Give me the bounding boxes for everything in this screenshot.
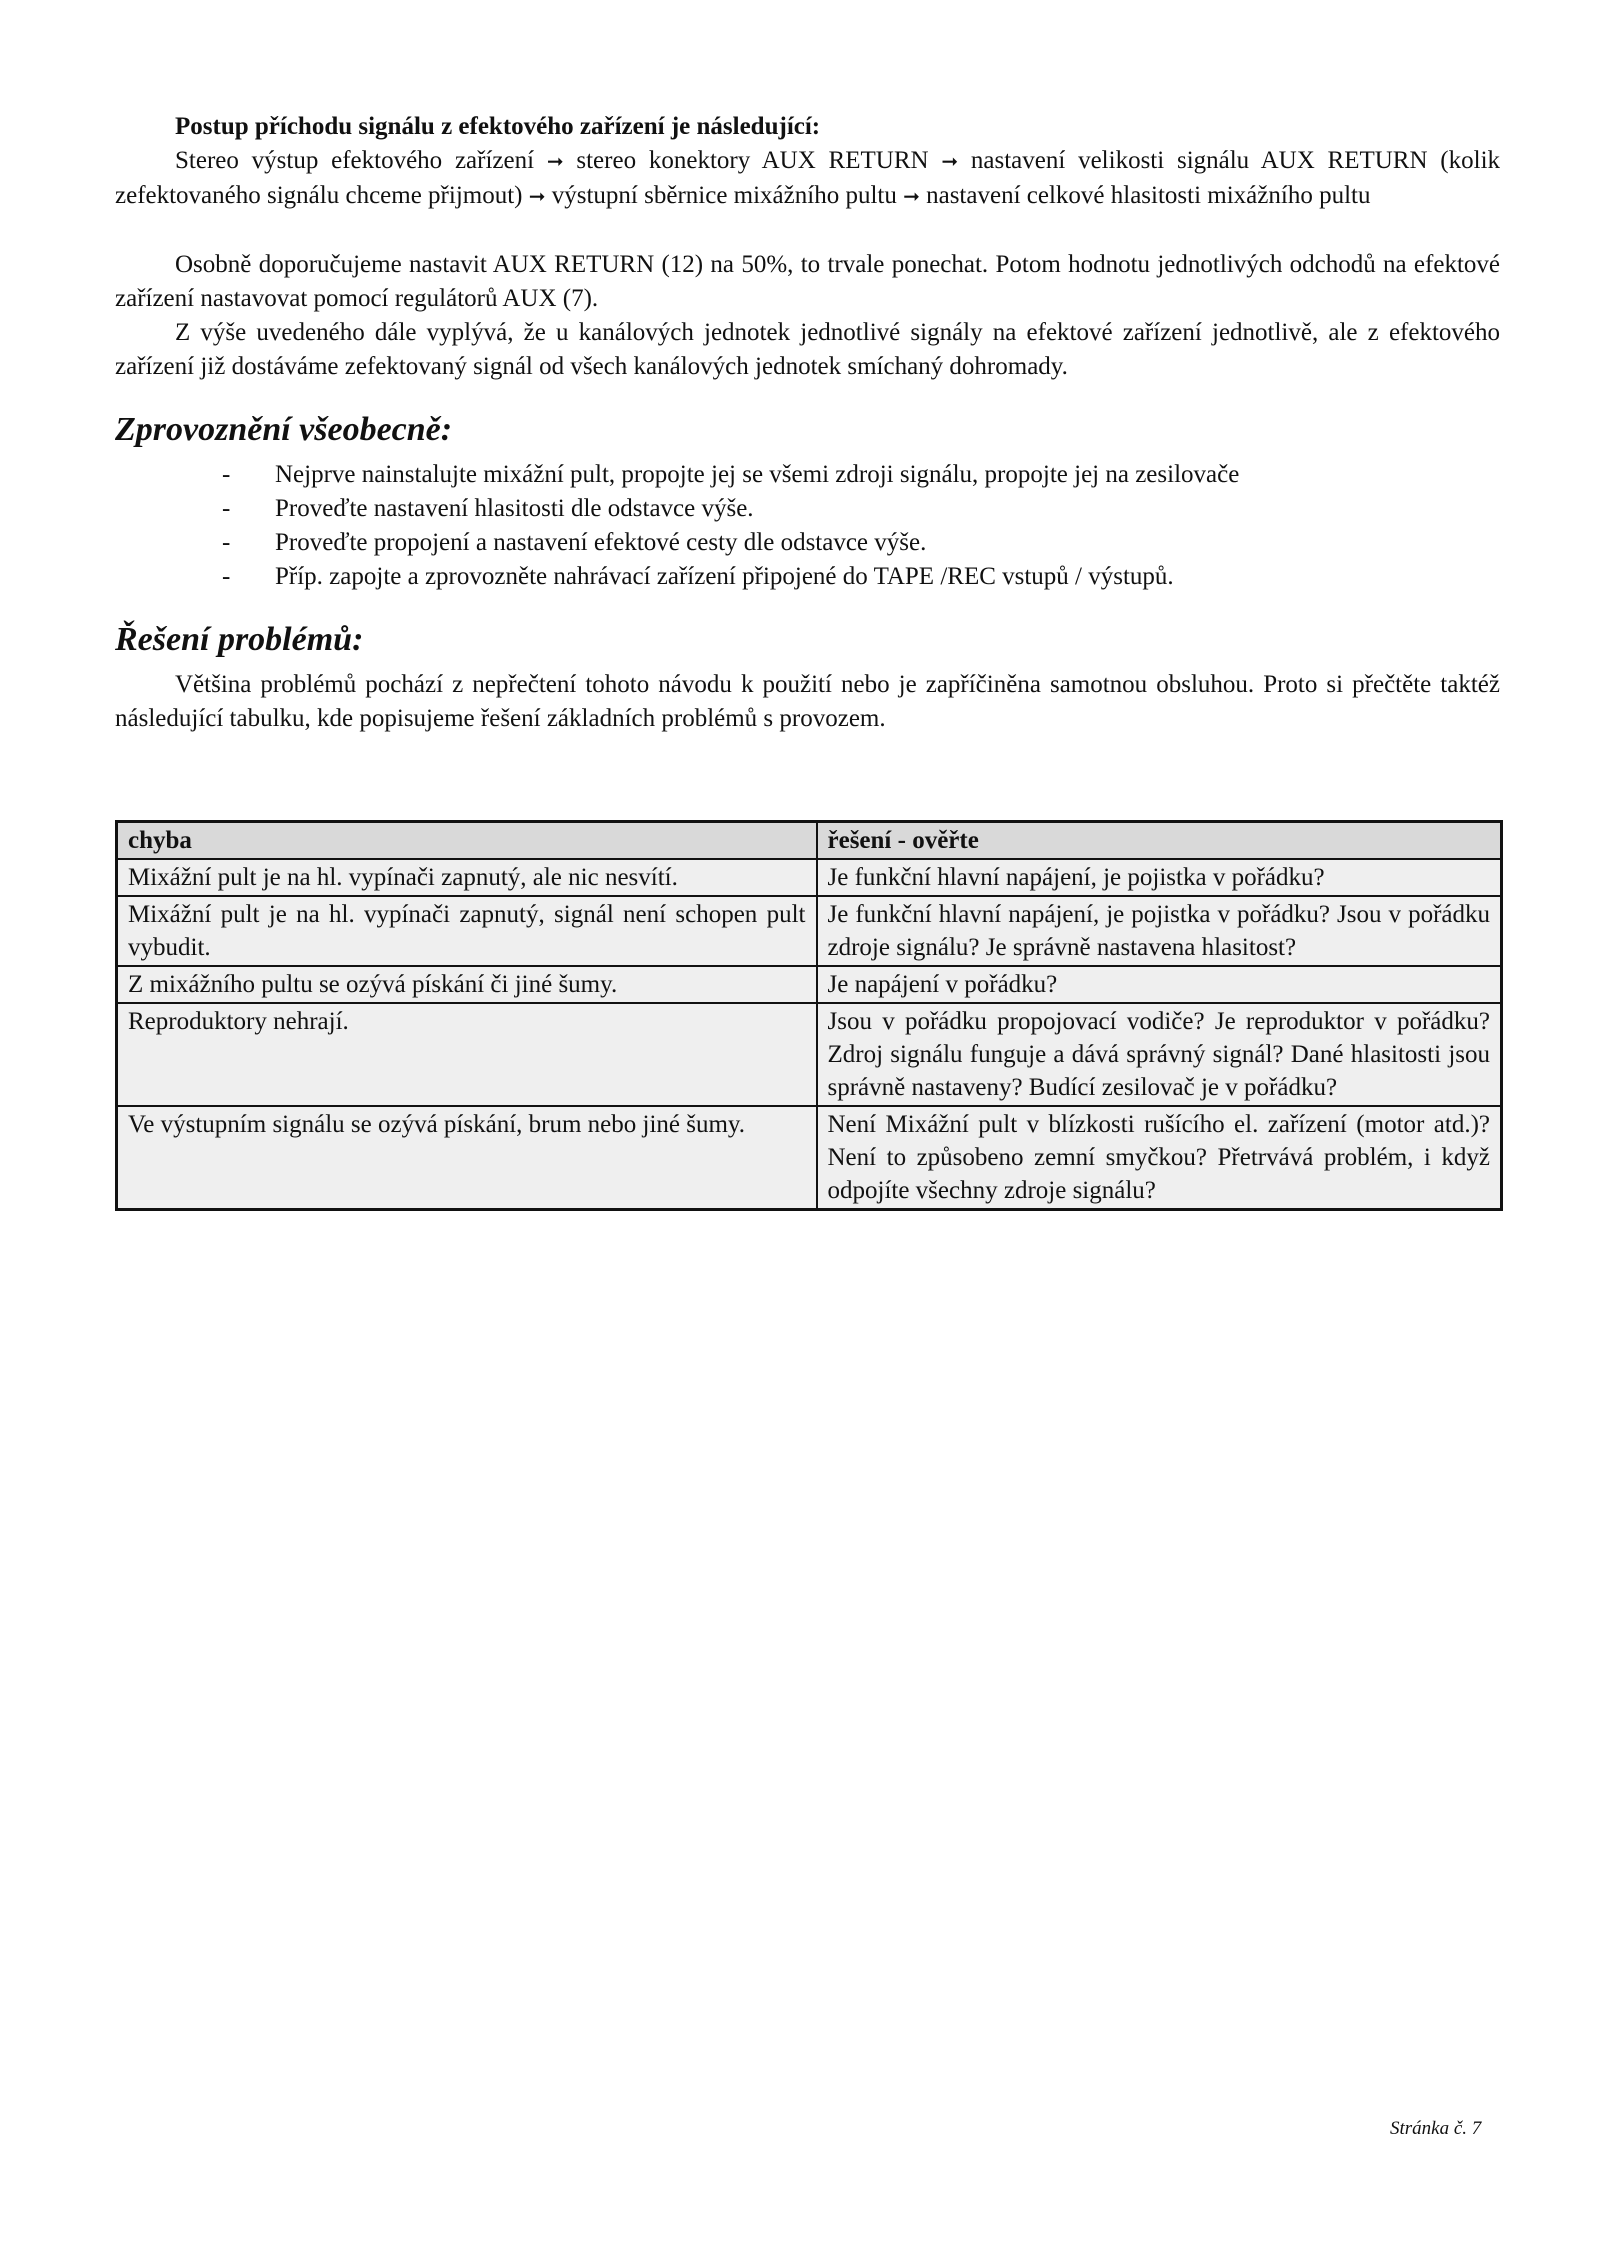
problem-cell: Mixážní pult je na hl. vypínači zapnutý, ale nic nesvítí.	[117, 859, 817, 896]
dash-bullet: -	[222, 461, 231, 488]
right-arrow-icon: ➞	[941, 151, 959, 173]
table-row	[117, 966, 1502, 1003]
setup-item-text: Příp. zapojte a zprovozněte nahrávací zařízení připojené do TAPE /REC vstupů / výstupů.	[275, 563, 1174, 590]
list-item	[222, 458, 1500, 492]
right-arrow-icon: ➞	[546, 151, 564, 173]
table-header-row	[117, 822, 1502, 860]
setup-heading: Zprovoznění všeobecně:	[115, 411, 453, 448]
setup-item-text: Proveďte propojení a nastavení efektové cesty dle odstavce výše.	[275, 529, 927, 556]
flow-step-1: Stereo výstup efektového zařízení	[175, 147, 535, 174]
problem-cell: Z mixážního pultu se ozývá pískání či jiné šumy.	[117, 966, 817, 1003]
page-number: Stránka č. 7	[1390, 2118, 1482, 2139]
solution-cell: Je napájení v pořádku?	[817, 966, 1502, 1003]
dash-bullet: -	[222, 529, 231, 556]
right-arrow-icon: ➞	[528, 186, 546, 208]
signal-return-title: Postup příchodu signálu z efektového zařízení je následující:	[175, 113, 821, 140]
flow-step-5: nastavení celkové hlasitosti mixážního pultu	[926, 182, 1371, 209]
table-row	[117, 1003, 1502, 1106]
list-item	[222, 526, 1500, 560]
right-arrow-icon: ➞	[903, 186, 920, 208]
signal-flow-paragraph	[115, 144, 1500, 214]
troubleshooting-intro: Většina problémů pochází z nepřečtení tohoto návodu k použití nebo je zapříčiněna samotnou obsluhou. Proto si přečtěte taktéž následující tabulku, kde popisujeme řešení základních problémů s provozem.	[115, 671, 1500, 732]
solution-cell: Není Mixážní pult v blízkosti rušícího el. zařízení (motor atd.)? Není to způsobeno zemní smyčkou? Přetrvává problém, i když odpojíte všechny zdroje signálu?	[817, 1106, 1502, 1210]
solution-cell: Je funkční hlavní napájení, je pojistka v pořádku?	[817, 859, 1502, 896]
problem-cell: Ve výstupním signálu se ozývá pískání, brum nebo jiné šumy.	[117, 1106, 817, 1210]
flow-step-4: výstupní sběrnice mixážního pultu	[551, 182, 897, 209]
flow-step-3: nastavení velikosti signálu AUX RETURN (kolik zefektovaného signálu chceme přijmout)	[115, 147, 1501, 209]
flow-step-2: stereo konektory AUX RETURN	[576, 147, 929, 174]
solution-cell: Je funkční hlavní napájení, je pojistka v pořádku? Jsou v pořádku zdroje signálu? Je správně nastavena hlasitost?	[817, 896, 1502, 966]
table-row	[117, 896, 1502, 966]
document-page	[115, 110, 1500, 736]
column-header-problem: chyba	[117, 822, 817, 860]
list-item	[222, 492, 1500, 526]
dash-bullet: -	[222, 563, 231, 590]
conclusion-paragraph: Z výše uvedeného dále vyplývá, že u kanálových jednotek jednotlivé signály na efektové zařízení jednotlivě, ale z efektového zařízení již dostáváme zefektovaný signál od všech kanálových jednotek smíchaný dohromady.	[115, 319, 1500, 380]
column-header-solution: řešení - ověřte	[817, 822, 1502, 860]
problem-cell: Mixážní pult je na hl. vypínači zapnutý, signál není schopen pult vybudit.	[117, 896, 817, 966]
solution-cell: Jsou v pořádku propojovací vodiče? Je reproduktor v pořádku? Zdroj signálu funguje a dává správný signál? Dané hlasitosti jsou správně nastaveny? Budící zesilovač je v pořádku?	[817, 1003, 1502, 1106]
problem-cell: Reproduktory nehrají.	[117, 1003, 817, 1106]
table-row	[117, 1106, 1502, 1210]
setup-list	[115, 458, 1500, 594]
recommendation-paragraph: Osobně doporučujeme nastavit AUX RETURN (12) na 50%, to trvale ponechat. Potom hodnotu jednotlivých odchodů na efektové zařízení nastavovat pomocí regulátorů AUX (7).	[115, 251, 1500, 312]
list-item	[222, 560, 1500, 594]
troubleshooting-table	[115, 820, 1503, 1211]
table-row	[117, 859, 1502, 896]
setup-item-text: Nejprve nainstalujte mixážní pult, propojte jej se všemi zdroji signálu, propojte jej na zesilovače	[275, 461, 1240, 488]
setup-item-text: Proveďte nastavení hlasitosti dle odstavce výše.	[275, 495, 754, 522]
dash-bullet: -	[222, 495, 231, 522]
troubleshooting-heading: Řešení problémů:	[115, 621, 364, 658]
